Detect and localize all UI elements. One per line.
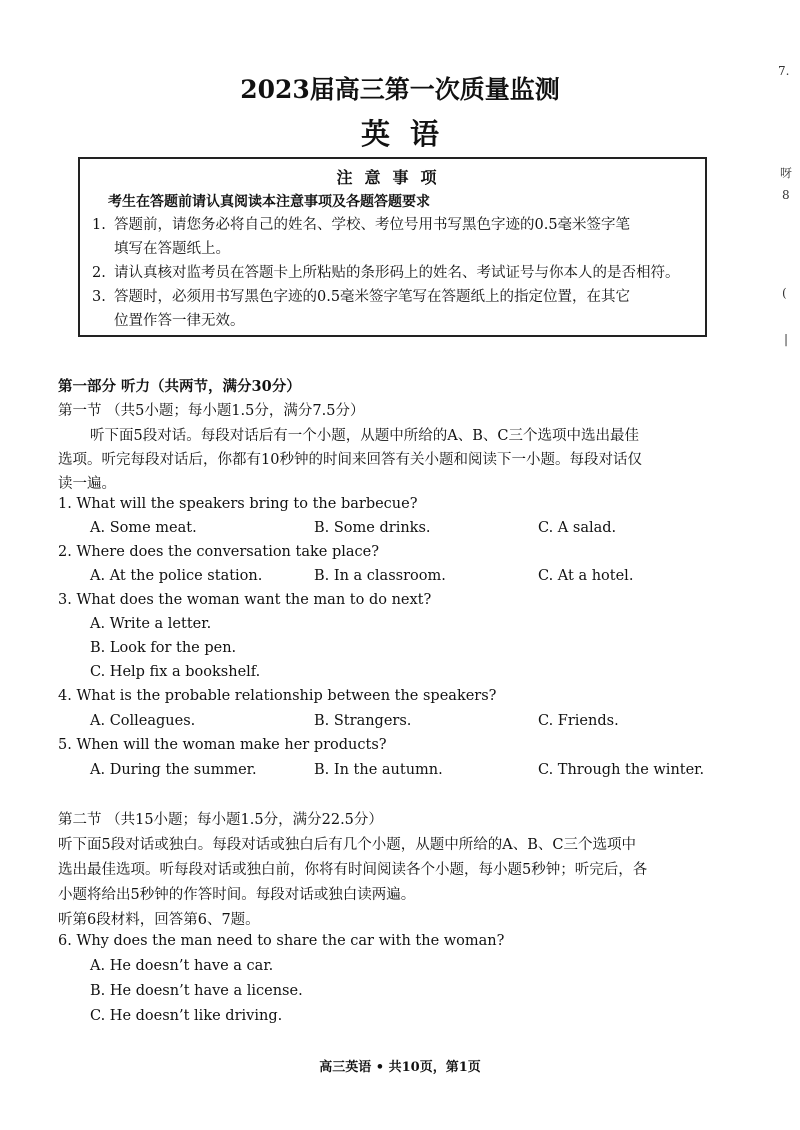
q1-option-c: C. A salad. bbox=[538, 520, 617, 536]
section2-instructions-line: 听下面5段对话或独白。每段对话或独白后有几个小题，从题中所给的A、B、C三个选项中 bbox=[58, 837, 636, 853]
notice-box bbox=[78, 157, 707, 337]
notice-item-number: 1. bbox=[92, 217, 106, 233]
notice-subtitle: 考生在答题前请认真阅读本注意事项及各题答题要求 bbox=[108, 194, 430, 210]
q2-option-a: A. At the police station. bbox=[90, 568, 263, 584]
q6-option-a: A. He doesn’t have a car. bbox=[90, 958, 274, 974]
q6-option-b: B. He doesn’t have a license. bbox=[90, 983, 303, 999]
margin-mark: 呀 bbox=[780, 166, 793, 180]
section1-instructions-line: 听下面5段对话。每段对话后有一个小题，从题中所给的A、B、C三个选项中选出最佳 bbox=[90, 428, 639, 444]
notice-item-number: 2. bbox=[92, 265, 106, 281]
margin-mark: 7. bbox=[778, 64, 790, 78]
page-footer: 高三英语 • 共10页，第1页 bbox=[319, 1060, 481, 1075]
notice-item-number: 3. bbox=[92, 289, 106, 305]
section1-instructions-line: 选项。听完每段对话后，你都有10秒钟的时间来回答有关小题和阅读下一小题。每段对话仅 bbox=[58, 452, 642, 468]
q3-option-b: B. Look for the pen. bbox=[90, 640, 237, 656]
q1-option-b: B. Some drinks. bbox=[314, 520, 431, 536]
q6-option-c: C. He doesn’t like driving. bbox=[90, 1008, 283, 1024]
q2-option-b: B. In a classroom. bbox=[314, 568, 446, 584]
notice-item-text: 请认真核对监考员在答题卡上所粘贴的条形码上的姓名、考试证号与你本人的是否相符。 bbox=[114, 265, 680, 281]
notice-item-continuation: 位置作答一律无效。 bbox=[114, 313, 245, 329]
q2-option-c: C. At a hotel. bbox=[538, 568, 634, 584]
q3-option-a: A. Write a letter. bbox=[90, 616, 212, 632]
question-1: 1. What will the speakers bring to the barbecue? bbox=[58, 496, 418, 512]
notice-title: 注意事项 bbox=[336, 168, 449, 187]
q4-option-b: B. Strangers. bbox=[314, 713, 412, 729]
notice-item bbox=[92, 261, 680, 282]
section2-heading: 第二节 （共15小题；每小题1.5分，满分22.5分） bbox=[58, 812, 383, 828]
question-5: 5. When will the woman make her products? bbox=[58, 737, 387, 753]
notice-item bbox=[92, 285, 630, 306]
section2-instructions-line: 选出最佳选项。听每段对话或独白前，你将有时间阅读各个小题，每小题5秒钟；听完后，各 bbox=[58, 862, 648, 878]
margin-mark: | bbox=[784, 332, 789, 346]
notice-item-text: 答题前，请您务必将自己的姓名、学校、考位号用书写黑色字迹的0.5毫米签字笔 bbox=[114, 217, 631, 233]
notice-item-text: 答题时，必须用书写黑色字迹的0.5毫米签字笔写在答题纸上的指定位置，在其它 bbox=[114, 289, 631, 305]
margin-mark: 8 bbox=[782, 188, 790, 202]
question-2: 2. Where does the conversation take place? bbox=[58, 544, 379, 560]
section1-heading: 第一节 （共5小题；每小题1.5分，满分7.5分） bbox=[58, 403, 365, 419]
notice-item-continuation: 填写在答题纸上。 bbox=[114, 241, 230, 257]
question-3: 3. What does the woman want the man to do next? bbox=[58, 592, 432, 608]
q5-option-c: C. Through the winter. bbox=[538, 762, 705, 778]
q5-option-b: B. In the autumn. bbox=[314, 762, 443, 778]
material-note: 听第6段材料，回答第6、7题。 bbox=[58, 912, 260, 928]
q3-option-c: C. Help fix a bookshelf. bbox=[90, 664, 261, 680]
part1-heading: 第一部分 听力（共两节，满分30分） bbox=[58, 378, 301, 395]
margin-mark: ( bbox=[782, 286, 787, 300]
q4-option-a: A. Colleagues. bbox=[90, 713, 196, 729]
notice-item bbox=[92, 213, 630, 234]
q5-option-a: A. During the summer. bbox=[90, 762, 257, 778]
subject-title: 英语 bbox=[360, 117, 459, 151]
q1-option-a: A. Some meat. bbox=[90, 520, 197, 536]
question-4: 4. What is the probable relationship between the speakers? bbox=[58, 688, 497, 704]
section2-instructions-line: 小题将给出5秒钟的作答时间。每段对话或独白读两遍。 bbox=[58, 887, 416, 903]
exam-title: 2023届高三第一次质量监测 bbox=[240, 75, 560, 104]
section1-instructions-line: 读一遍。 bbox=[58, 476, 116, 492]
q4-option-c: C. Friends. bbox=[538, 713, 619, 729]
question-6: 6. Why does the man need to share the car with the woman? bbox=[58, 933, 505, 949]
